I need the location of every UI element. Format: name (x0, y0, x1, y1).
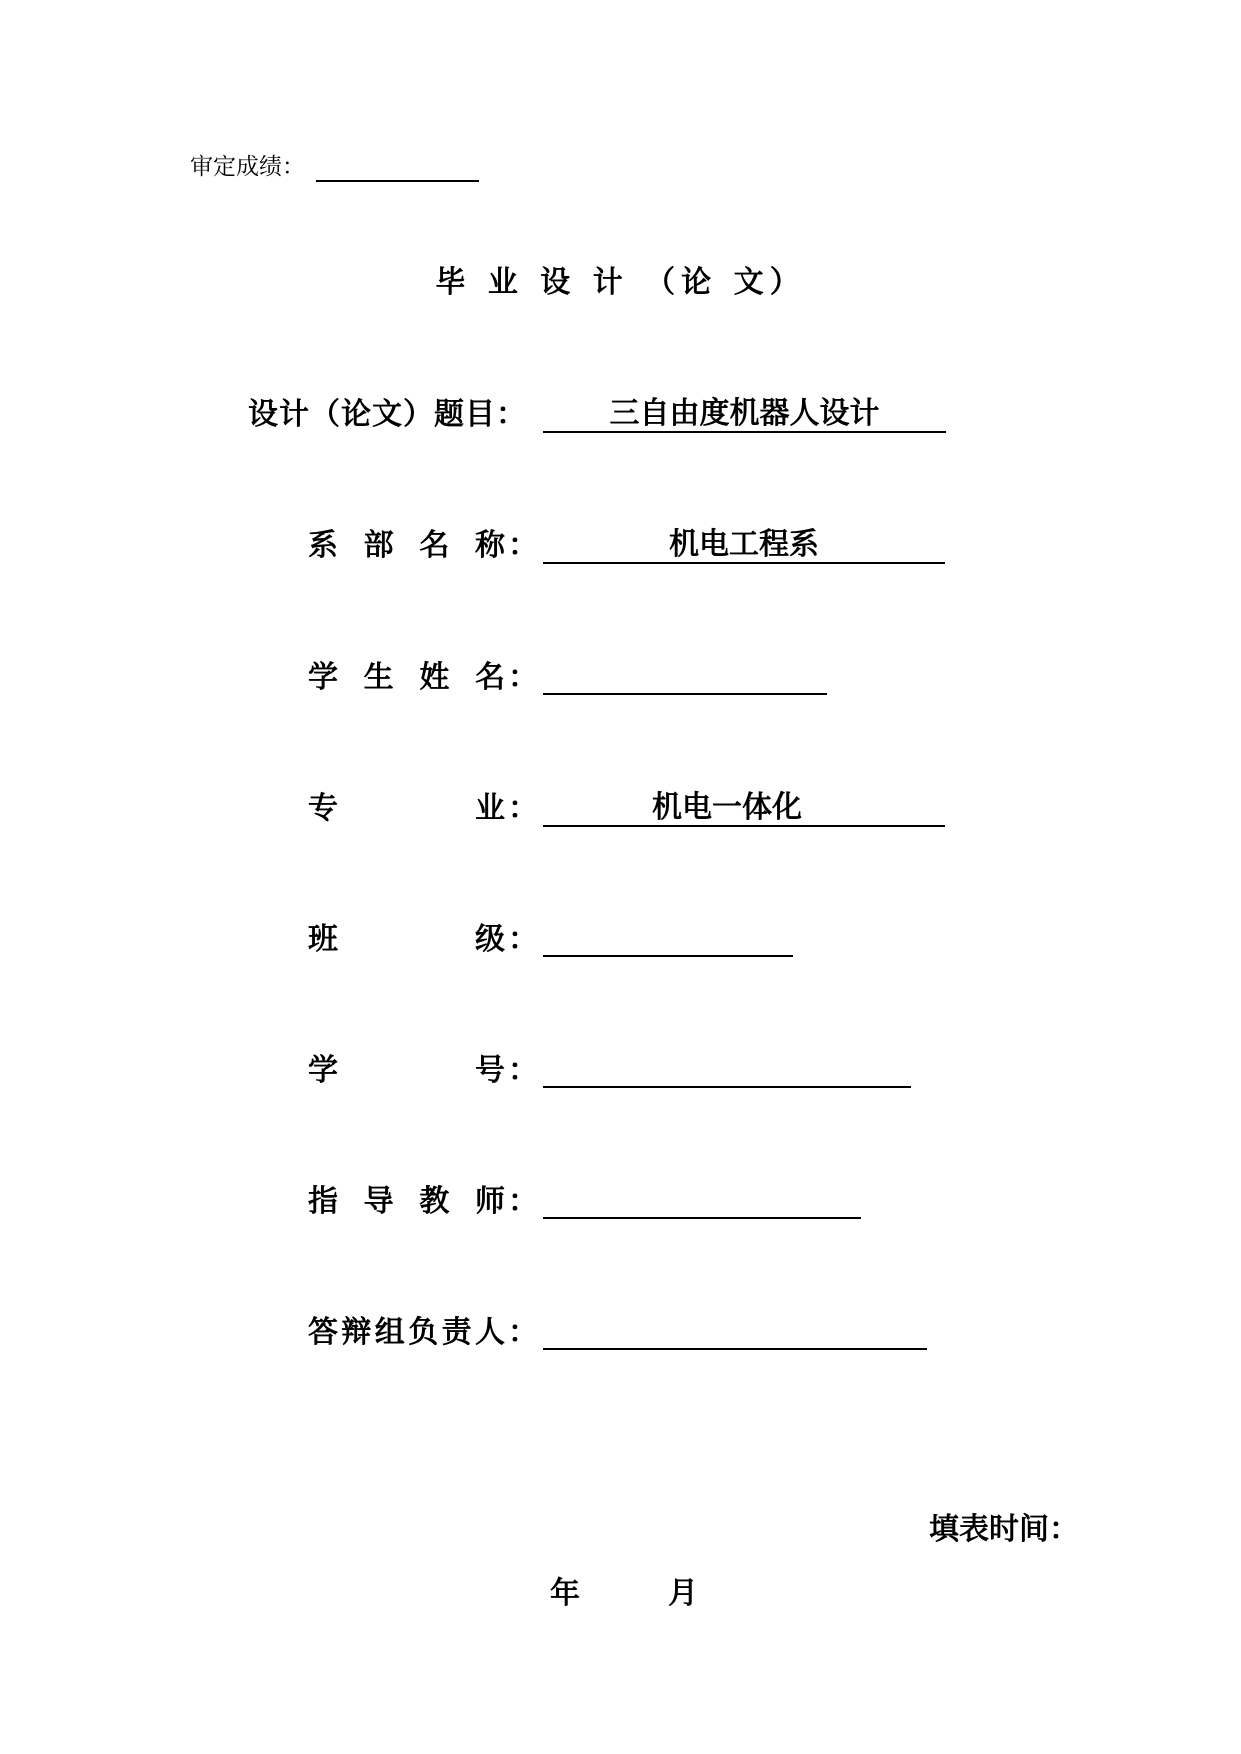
advisor-label: 指 导 教 师 (308, 1184, 505, 1219)
student-name-colon: ： (508, 660, 538, 695)
class-colon: ： (508, 922, 538, 957)
major-label: 专 业 (308, 791, 505, 826)
advisor-colon: ： (508, 1184, 538, 1219)
student-id-label: 学 号 (308, 1053, 505, 1088)
student-id-line (543, 1052, 911, 1088)
major-value: 机电一体化 (652, 790, 802, 825)
page-title: 毕 业 设 计 （论 文） (435, 265, 806, 300)
student-name-line (543, 659, 827, 695)
date-month-label: 月 (668, 1576, 698, 1611)
department-label: 系 部 名 称 (308, 528, 505, 563)
topic-value: 三自由度机器人设计 (609, 396, 880, 431)
topic-label: 设计（论文）题目： (248, 397, 527, 432)
student-id-colon: ： (508, 1053, 538, 1088)
defense-leader-label: 答辩组负责人 (308, 1315, 505, 1350)
advisor-line (543, 1183, 861, 1219)
score-label: 审定成绩： (190, 154, 305, 180)
topic-line (543, 397, 946, 433)
major-colon: ： (508, 791, 538, 826)
defense-leader-colon: ： (508, 1315, 538, 1350)
score-blank-line (316, 148, 479, 182)
defense-leader-line (543, 1314, 927, 1350)
department-line (543, 528, 945, 564)
major-line (543, 791, 945, 827)
fill-time-label: 填表时间： (929, 1512, 1079, 1547)
department-value: 机电工程系 (669, 527, 819, 562)
date-year-label: 年 (550, 1576, 580, 1611)
class-line (543, 921, 793, 957)
department-colon: ： (508, 528, 538, 563)
class-label: 班 级 (308, 922, 505, 957)
student-name-label: 学 生 姓 名 (308, 660, 505, 695)
